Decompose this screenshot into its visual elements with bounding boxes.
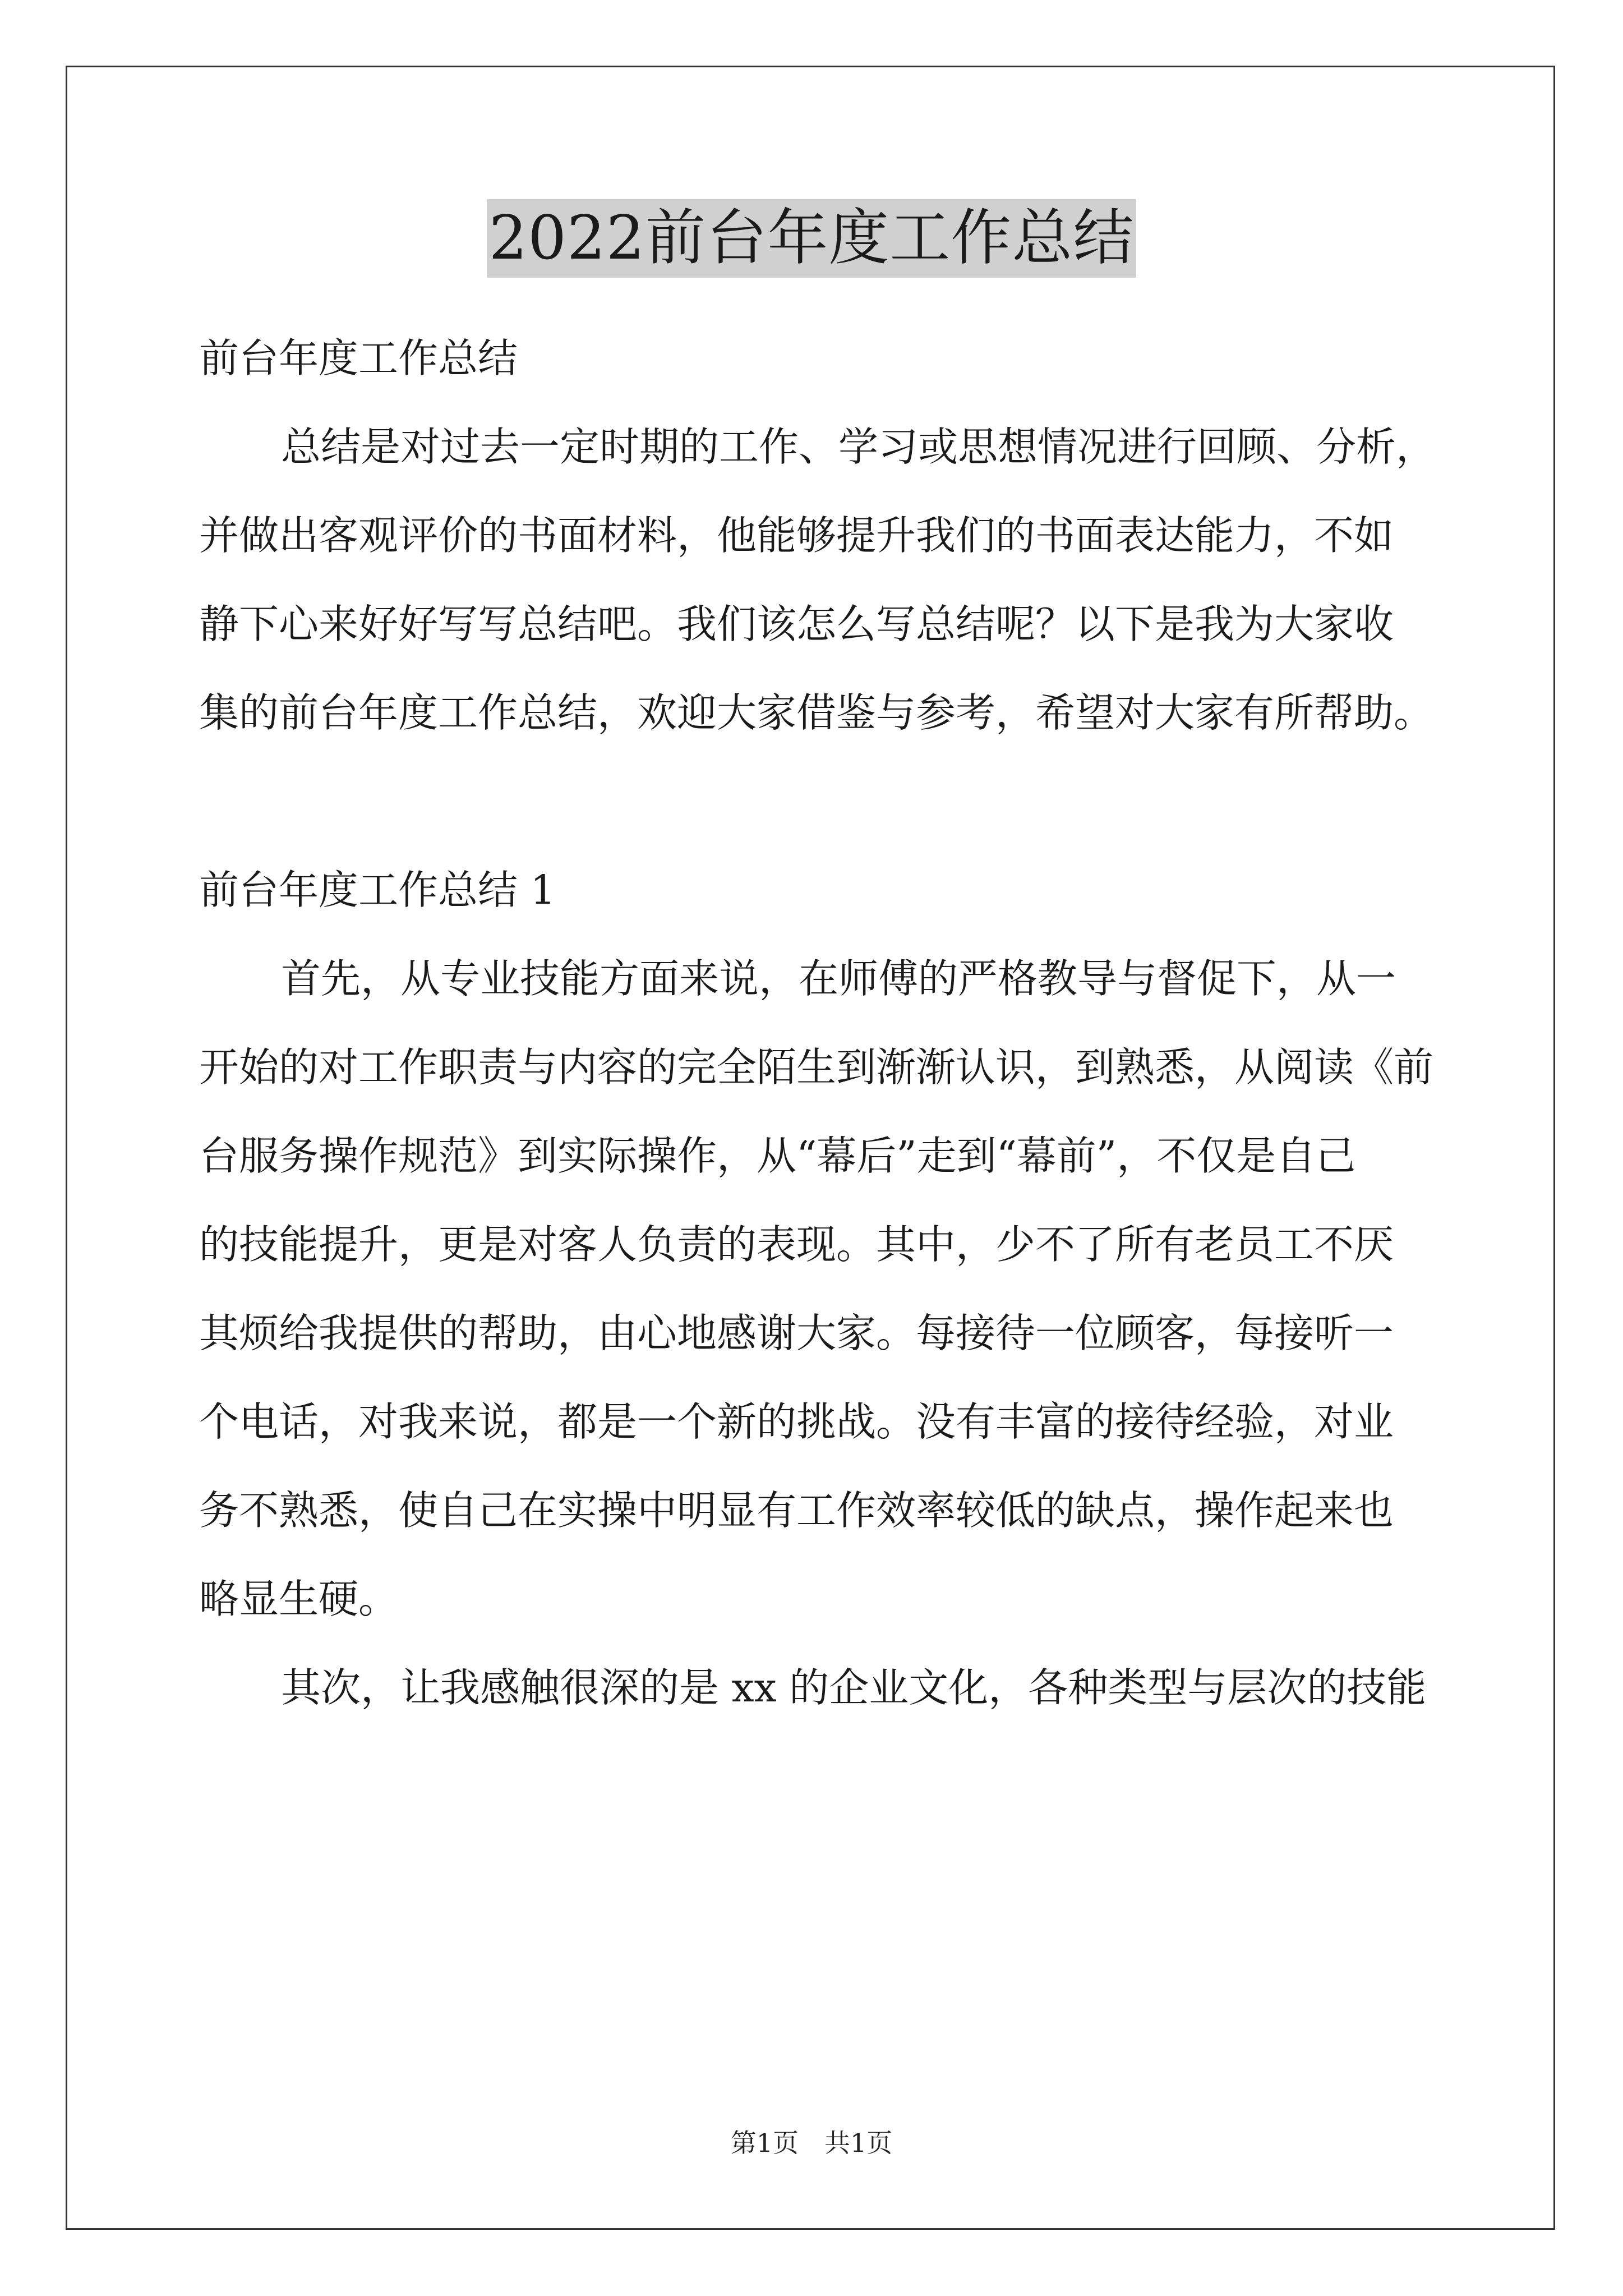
document-body <box>199 314 1436 1732</box>
paragraph-line: 并做出客观评价的书面材料，他能够提升我们的书面表达能力，不如 <box>199 512 1394 559</box>
section-spacer <box>199 757 1433 846</box>
paragraph-line: 务不熟悉，使自己在实操中明显有工作效率较低的缺点，操作起来也 <box>199 1487 1394 1534</box>
paragraph-line: 的技能提升，更是对客人负责的表现。其中，少不了所有老员工不厌 <box>199 1221 1394 1268</box>
paragraph-line: 开始的对工作职责与内容的完全陌生到渐渐认识，到熟悉，从阅读《前 <box>199 1044 1434 1091</box>
paragraph-line: 个电话，对我来说，都是一个新的挑战。没有丰富的接待经验，对业 <box>199 1398 1394 1445</box>
paragraph-line: 静下心来好好写写总结吧。我们该怎么写总结呢？以下是我为大家收 <box>199 601 1394 647</box>
paragraph-line: 台服务操作规范》到实际操作，从“幕后”走到“幕前”，不仅是自己 <box>199 1133 1356 1179</box>
document-title: 2022前台年度工作总结 <box>487 199 1137 278</box>
page-total: 共1页 <box>824 2128 893 2158</box>
paragraph-line: 总结是对过去一定时期的工作、学习或思想情况进行回顾、分析， <box>281 424 1436 470</box>
paragraph-line: 其次，让我感触很深的是 xx 的企业文化，各种类型与层次的技能 <box>281 1664 1427 1711</box>
paragraph-line: 略显生硬。 <box>199 1576 399 1622</box>
page-footer <box>0 2126 1623 2160</box>
paragraph-line: 首先，从专业技能方面来说，在师傅的严格教导与督促下，从一 <box>281 955 1396 1002</box>
section-heading: 前台年度工作总结 1 <box>199 867 556 913</box>
paragraph-line: 其烦给我提供的帮助，由心地感谢大家。每接待一位顾客，每接听一 <box>199 1310 1394 1356</box>
paragraph-line: 集的前台年度工作总结，欢迎大家借鉴与参考，希望对大家有所帮助。 <box>199 689 1434 736</box>
subtitle: 前台年度工作总结 <box>199 335 518 381</box>
title-container <box>0 199 1623 278</box>
page-number: 第1页 <box>730 2128 799 2158</box>
